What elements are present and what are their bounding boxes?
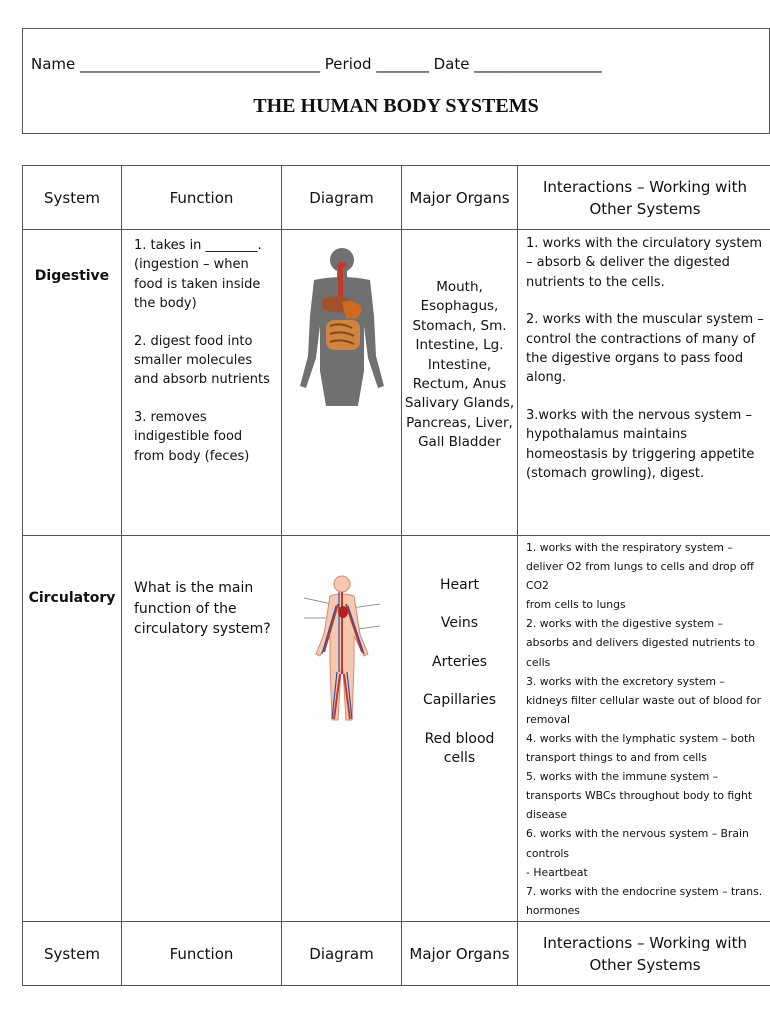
digestive-system-diagram bbox=[292, 246, 392, 406]
circulatory-interaction-1b: from cells to lungs bbox=[526, 598, 626, 612]
circulatory-system-diagram bbox=[302, 574, 382, 724]
digestive-interaction-1: 1. works with the circulatory system – absorb & deliver the digested nutrients to the cells. bbox=[526, 236, 763, 290]
col-function: Function bbox=[122, 166, 282, 230]
col-major-organs: Major Organs bbox=[402, 166, 518, 230]
circulatory-label: Circulatory bbox=[28, 590, 116, 606]
circulatory-interactions-cell bbox=[518, 536, 770, 922]
circulatory-interaction-6: 6. works with the nervous system – Brain controls bbox=[526, 827, 749, 860]
circulatory-interaction-6b: - Heartbeat bbox=[526, 865, 588, 879]
footer-header-row bbox=[23, 922, 770, 986]
footer-col-system: System bbox=[23, 922, 122, 986]
digestive-organs-list: Mouth, Esophagus, Stomach, Sm. Intestine, Lg. Intestine, Rectum, Anus Salivary Glands, Pancreas, Liver, Gall Bladder bbox=[404, 279, 515, 451]
digestive-diagram-cell bbox=[282, 230, 402, 536]
footer-col-major-organs: Major Organs bbox=[402, 922, 518, 986]
organ-capillaries: Capillaries bbox=[422, 692, 497, 709]
organ-veins: Veins bbox=[440, 615, 479, 632]
header-row bbox=[23, 166, 770, 230]
footer-col-interactions: Interactions – Working with Other Systems bbox=[518, 922, 770, 986]
digestive-interaction-2: 2. works with the muscular system – control the contractions of many of the digestive organs to pass food along. bbox=[526, 312, 764, 386]
footer-col-diagram: Diagram bbox=[282, 922, 402, 986]
circulatory-diagram-cell bbox=[282, 536, 402, 922]
col-interactions: Interactions – Working with Other Systems bbox=[518, 166, 770, 230]
circulatory-organs-cell bbox=[402, 536, 518, 922]
digestive-interaction-3: 3.works with the nervous system – hypothalamus maintains homeostasis by triggering appetite (stomach growling), digest. bbox=[526, 407, 755, 482]
digestive-organs-cell bbox=[402, 230, 518, 536]
digestive-interactions-cell bbox=[518, 230, 770, 536]
circulatory-interaction-4: 4. works with the lymphatic system – both transport things to and from cells bbox=[526, 731, 756, 765]
name-period-date-line: Name ________________________________ Period _______ Date _________________ bbox=[31, 55, 602, 73]
organ-heart: Heart bbox=[440, 577, 479, 593]
digestive-row bbox=[23, 230, 770, 536]
digestive-label: Digestive bbox=[34, 268, 110, 284]
digestive-function-1: 1. takes in ________. (ingestion – when food is taken inside the body) bbox=[134, 238, 262, 312]
body-systems-table bbox=[22, 165, 770, 986]
circulatory-function-cell bbox=[122, 536, 282, 922]
footer-col-function: Function bbox=[122, 922, 282, 986]
page-title: THE HUMAN BODY SYSTEMS bbox=[253, 95, 539, 117]
col-system: System bbox=[23, 166, 122, 230]
col-diagram: Diagram bbox=[282, 166, 402, 230]
digestive-function-3: 3. removes indigestible food from body (feces) bbox=[134, 409, 250, 464]
circulatory-interaction-5: 5. works with the immune system – transports WBCs throughout body to fight disease bbox=[526, 770, 753, 822]
circulatory-system-cell bbox=[23, 536, 122, 922]
digestive-system-cell bbox=[23, 230, 122, 536]
digestive-function-cell bbox=[122, 230, 282, 536]
circulatory-interaction-7: 7. works with the endocrine system – trans. hormones bbox=[526, 884, 763, 917]
circulatory-interaction-2: 2. works with the digestive system – absorbs and delivers digested nutrients to cells bbox=[526, 617, 755, 669]
header-box bbox=[22, 28, 770, 134]
circulatory-function-question: What is the main function of the circulatory system? bbox=[134, 580, 271, 637]
digestive-function-2: 2. digest food into smaller molecules and absorb nutrients bbox=[134, 333, 270, 388]
organ-red-blood-cells: Red blood cells bbox=[424, 730, 495, 767]
circulatory-row bbox=[23, 536, 770, 922]
organ-arteries: Arteries bbox=[432, 653, 487, 670]
circulatory-interaction-3: 3. works with the excretory system – kidneys filter cellular waste out of blood for removal bbox=[526, 674, 762, 726]
circulatory-interaction-1: 1. works with the respiratory system – deliver O2 from lungs to cells and drop off CO2 bbox=[526, 541, 754, 593]
